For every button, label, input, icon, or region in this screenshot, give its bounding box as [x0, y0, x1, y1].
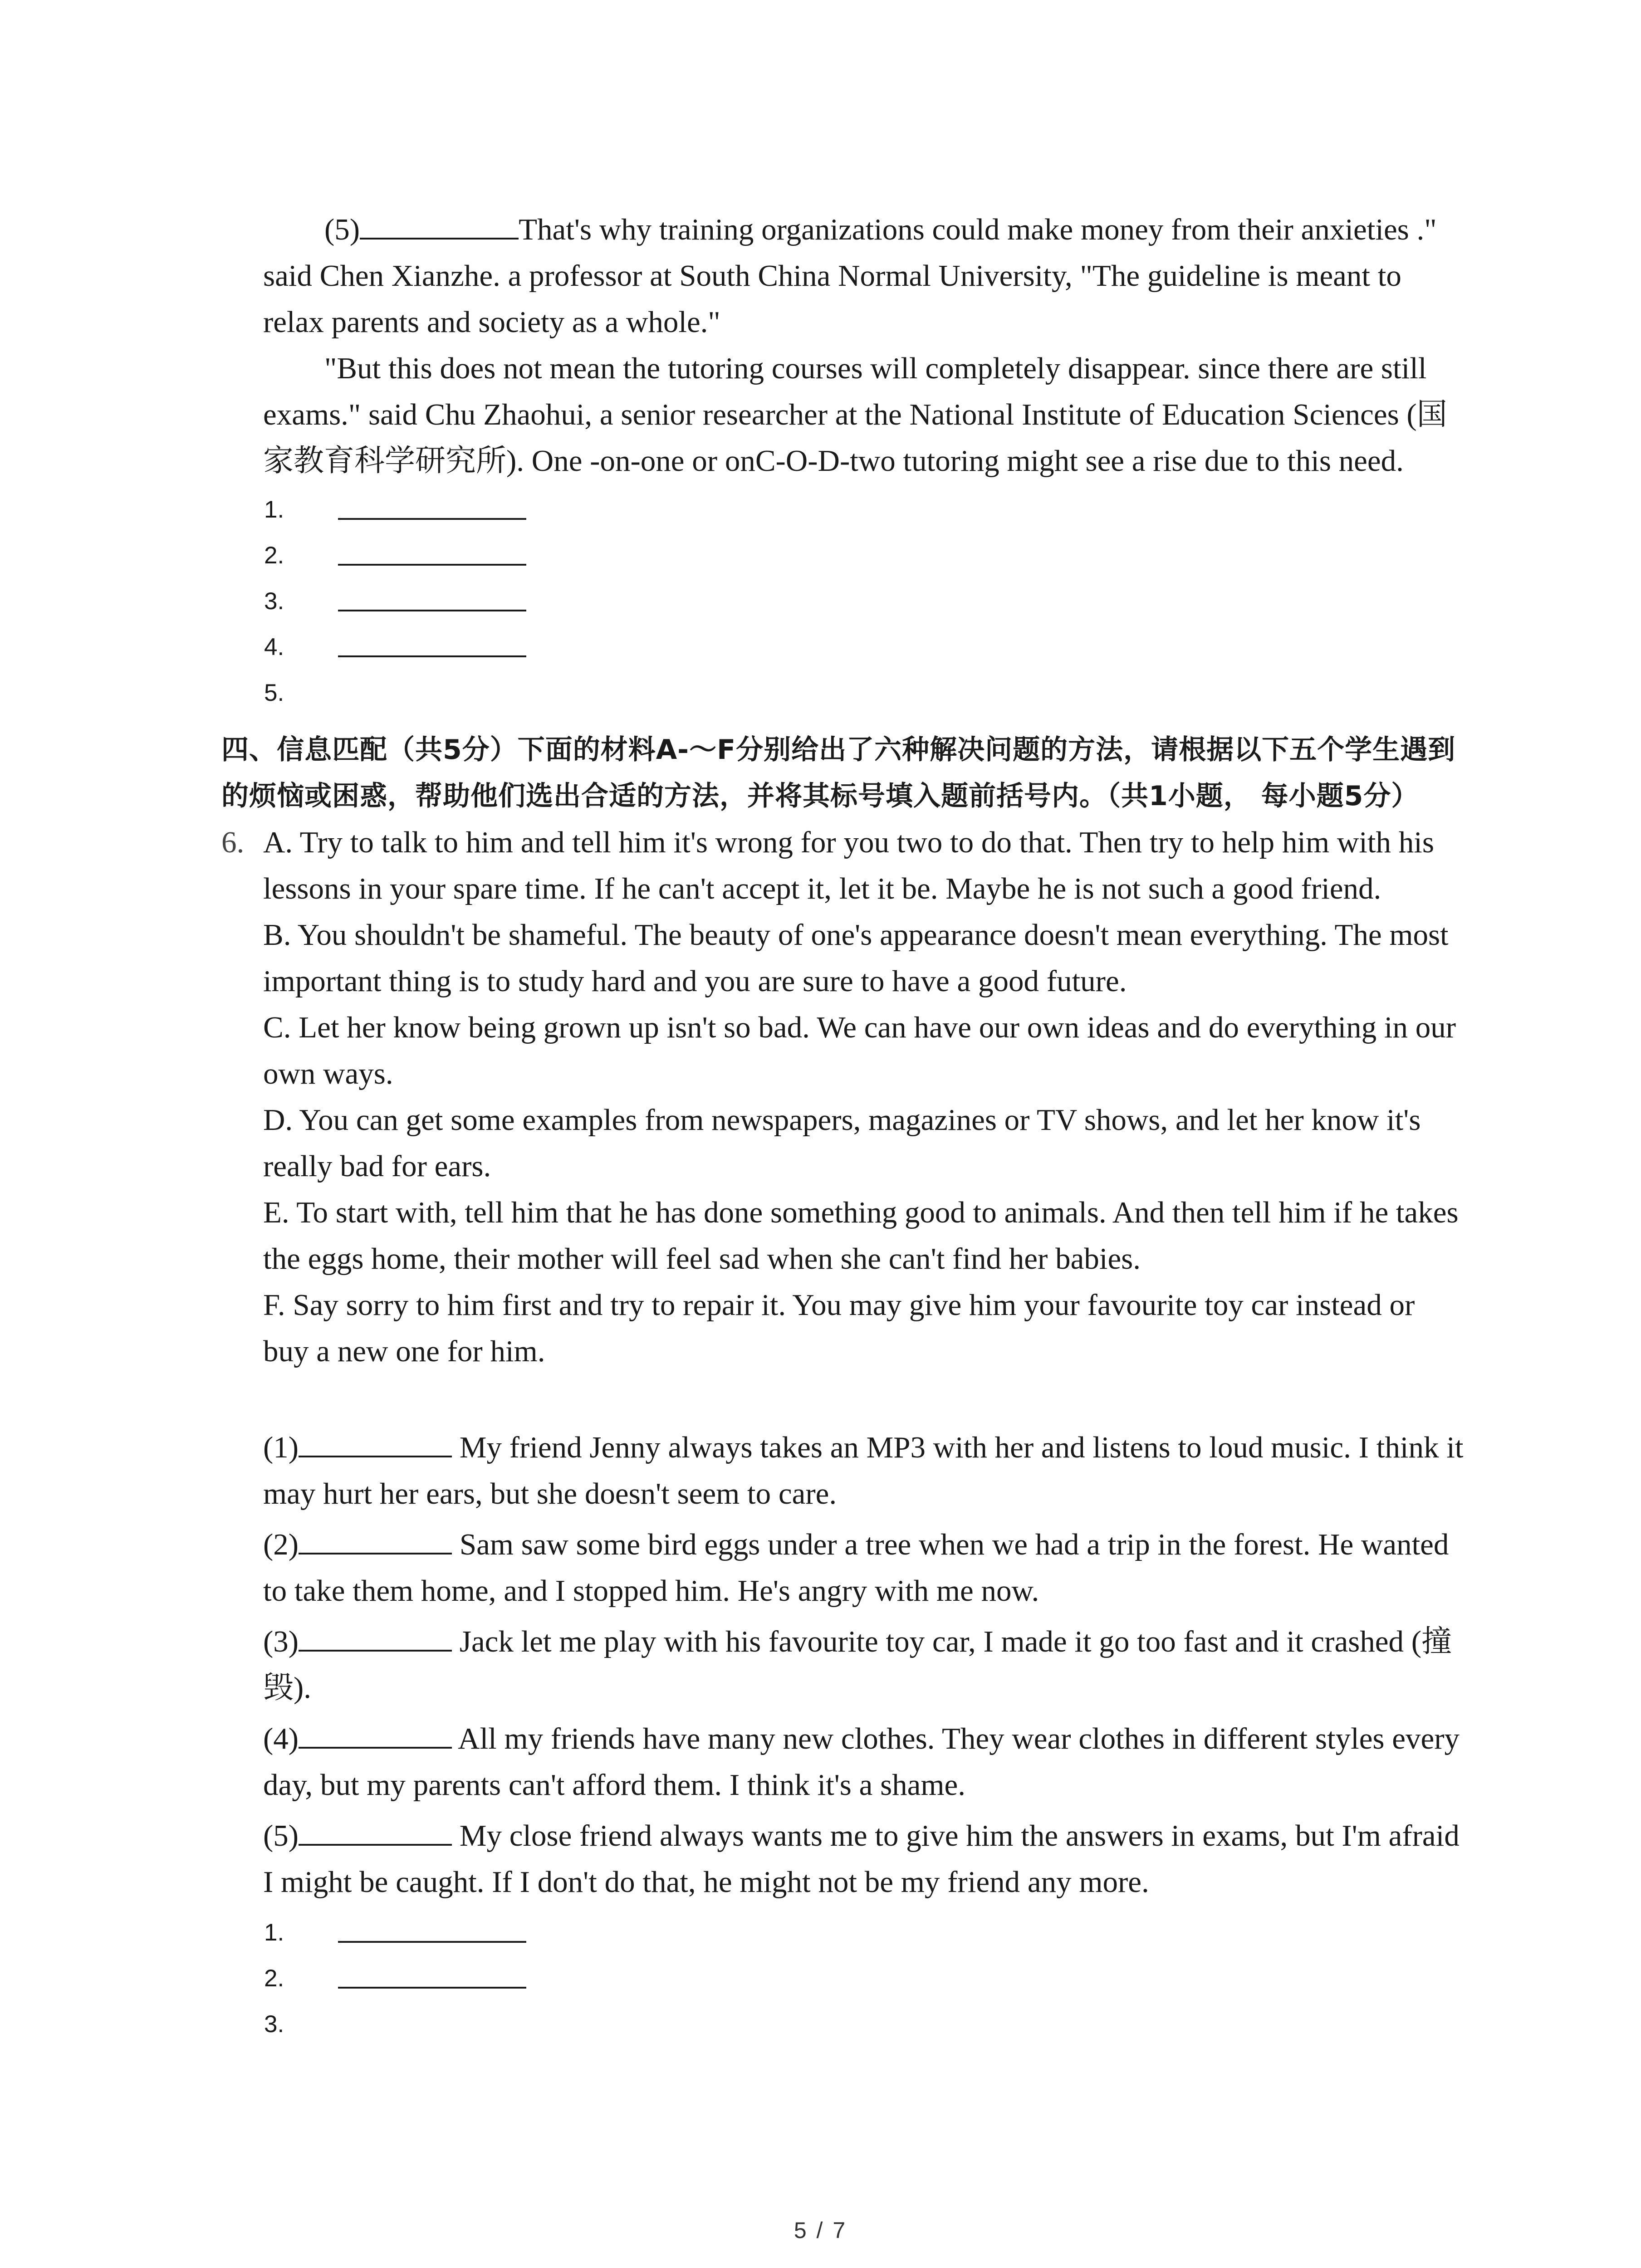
question-item-4 — [263, 1716, 1465, 1808]
option-e: E. To start with, tell him that he has done something good to animals. And then tell him if he takes the eggs home, their mother will feel sad when she can't find her babies. — [263, 1196, 1459, 1276]
answer-line[interactable] — [338, 564, 526, 566]
question-item-1 — [263, 1424, 1465, 1517]
question-6 — [221, 819, 1465, 1905]
item-text: All my friends have many new clothes. They wear clothes in different styles every day, but my parents can't afford them. I think it's a shame. — [263, 1722, 1460, 1802]
answer-line[interactable] — [338, 1987, 526, 1989]
spacer — [263, 1374, 1465, 1424]
item-text: My close friend always wants me to give him the answers in exams, but I'm afraid I might be caught. If I don't do that, he might not be my friend any more. — [263, 1819, 1460, 1899]
page-content — [221, 206, 1465, 2047]
answer-number: 5. — [264, 679, 284, 706]
answer-number: 2. — [264, 1965, 284, 1992]
item-text: My friend Jenny always takes an MP3 with her and listens to loud music. I think it may hurt her ears, but she doesn't seem to care. — [263, 1431, 1464, 1510]
answer-row — [263, 1955, 1465, 2001]
answer-blank[interactable] — [299, 1622, 452, 1652]
item-number: (5) — [263, 1819, 299, 1853]
question-item-3 — [263, 1618, 1465, 1711]
answer-blank[interactable] — [299, 1525, 452, 1554]
answer-number: 3. — [264, 2011, 284, 2038]
answer-blank[interactable] — [360, 210, 519, 240]
answer-row — [263, 487, 1465, 533]
answer-line[interactable] — [338, 655, 526, 657]
option-b: B. You shouldn't be shameful. The beauty of one's appearance doesn't mean everything. The most important thing is to study hard and you are sure to have a good future. — [263, 918, 1449, 998]
option-f: F. Say sorry to him first and try to repair it. You may give him your favourite toy car instead or buy a new one for him. — [263, 1288, 1415, 1368]
question-item-2 — [263, 1521, 1465, 1614]
answer-blank[interactable] — [299, 1816, 452, 1846]
answer-number: 3. — [264, 588, 284, 615]
item-number: (4) — [263, 1722, 299, 1755]
question-number: 6. — [221, 826, 245, 859]
answer-row — [263, 2001, 1465, 2047]
section-heading: 四、信息匹配（共5分）下面的材料A-～F分别给出了六种解决问题的方法，请根据以下五个学生遇到的烦恼或困惑，帮助他们选出合适的方法，并将其标号填入题前括号内。（共1小题， 每小题5分） — [221, 734, 1456, 812]
item-number: (1) — [263, 1431, 299, 1464]
item-text: Sam saw some bird eggs under a tree when we had a trip in the forest. He wanted to take them home, and I stopped him. He's angry with me now. — [263, 1528, 1449, 1608]
answer-list-1 — [263, 487, 1465, 716]
answer-line[interactable] — [338, 610, 526, 611]
answer-blank[interactable] — [299, 1427, 452, 1457]
blank-number: (5) — [324, 213, 360, 246]
answer-blank[interactable] — [299, 1719, 452, 1749]
paragraph-text: That's why training organizations could make money from their anxieties ." said Chen Xianzhe. a professor at South China Normal University, "The guideline is meant to relax parents and society as a whole." — [263, 213, 1437, 339]
answer-number: 1. — [264, 1919, 284, 1946]
answer-list-2 — [263, 1910, 1465, 2047]
passage-paragraph-2: "But this does not mean the tutoring courses will completely disappear. since there are still exams." said Chu Zhaohui, a senior researcher at the National Institute of Education Sciences (国家教育科学研究所). One -on-one or onC-O-D-two tutoring might see a rise due to this need. — [263, 352, 1447, 478]
passage-paragraph-1 — [263, 206, 1465, 345]
question-item-5 — [263, 1813, 1465, 1905]
item-number: (2) — [263, 1528, 299, 1561]
answer-line[interactable] — [338, 1941, 526, 1943]
answer-row — [263, 1910, 1465, 1955]
answer-row — [263, 533, 1465, 578]
page-number: 5 / 7 — [794, 2218, 847, 2243]
answer-number: 1. — [264, 496, 284, 523]
answer-row — [263, 670, 1465, 716]
option-d: D. You can get some examples from newspapers, magazines or TV shows, and let her know it's really bad for ears. — [263, 1103, 1421, 1183]
answer-number: 2. — [264, 542, 284, 569]
option-c: C. Let her know being grown up isn't so bad. We can have our own ideas and do everything in our own ways. — [263, 1011, 1456, 1090]
item-number: (3) — [263, 1625, 299, 1658]
answer-row — [263, 624, 1465, 670]
option-a: A. Try to talk to him and tell him it's wrong for you two to do that. Then try to help him with his lessons in your spare time. If he can't accept it, let it be. Maybe he is not such a good friend. — [263, 826, 1434, 905]
answer-line[interactable] — [338, 518, 526, 520]
answer-number: 4. — [264, 634, 284, 660]
answer-row — [263, 578, 1465, 624]
item-text: Jack let me play with his favourite toy car, I made it go too fast and it crashed (撞毁). — [263, 1625, 1452, 1705]
